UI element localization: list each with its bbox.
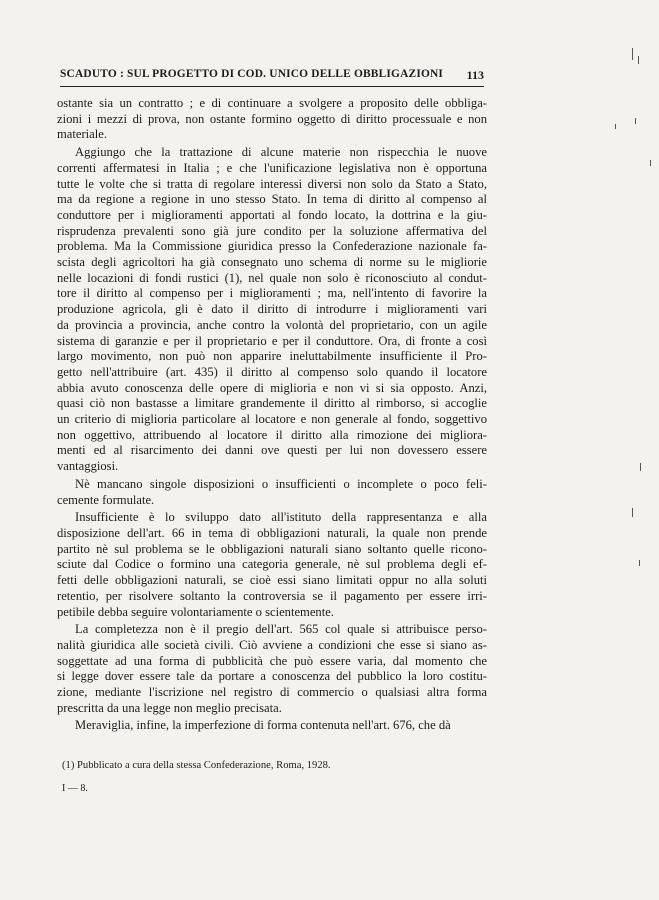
text-line: quasi ciò non bastasse a limitare grandemente il diritto al rimborso, si accoglie bbox=[57, 396, 487, 411]
text-line: partito nè sul problema se le obbligazioni naturali siano soltanto quelle ricono- bbox=[57, 541, 487, 556]
text-line: petibile debba seguire volontariamente o scientemente. bbox=[57, 604, 334, 619]
footnote: (1) Pubblicato a cura della stessa Confederazione, Roma, 1928. bbox=[62, 760, 331, 771]
text-line: da provincia a provincia, anche contro la volontà del proprietario, con un agile bbox=[57, 317, 487, 332]
text-line: tutte le volte che si tratta di regolare interessi diversi non solo da Stato a Stato, bbox=[57, 176, 487, 191]
running-title: SCADUTO : SUL PROGETTO DI COD. UNICO DELLE OBBLIGAZIONI bbox=[60, 68, 444, 80]
paragraph bbox=[57, 622, 487, 716]
text-line: soggettate ad una forma di pubblicità che può essere varia, dal momento che bbox=[57, 653, 487, 668]
text-line: ostante sia un contratto ; e di continuare a svolgere a proposito delle obbliga- bbox=[57, 96, 487, 110]
text-line: Nè mancano singole disposizioni o insufficienti o incomplete o poco feli- bbox=[75, 476, 487, 491]
body-text bbox=[57, 96, 487, 736]
printer-signature: I — 8. bbox=[62, 783, 88, 794]
text-line: fetti delle obbligazioni naturali, se cioè essi siano limitati oppur no alla soluti bbox=[57, 573, 487, 588]
text-line: getto nell'attribuire (art. 435) il diritto al compenso solo quando il locatore bbox=[57, 364, 487, 379]
text-line: disposizione dell'art. 66 in tema di obbligazioni naturali, la quale non prende bbox=[57, 525, 487, 540]
text-line: sistema di garanzie e per il proprietario e per il conduttore. Ora, di fronte a così bbox=[57, 333, 487, 348]
paragraph bbox=[57, 145, 487, 475]
text-line: un criterio di miglioria particolare al locatore e non generale al fondo, soggettivo bbox=[57, 412, 487, 427]
text-line: scista degli agricoltori ha già consegnato uno schema di norme su le migliorie bbox=[57, 255, 487, 270]
text-line: nelle locazioni di fondi rustici (1), nel quale non solo è riconosciuto al condut- bbox=[57, 270, 487, 285]
text-line: risprudenza prevalenti sono già jure condito per la soluzione affermativa del bbox=[57, 223, 487, 238]
text-line: si legge dover essere tale da portare a conoscenza del pubblico la loro costitu- bbox=[57, 669, 487, 684]
text-line: problema. Ma la Commissione giuridica presso la Confederazione nazionale fa- bbox=[57, 239, 487, 254]
text-line: abbia avuto conoscenza delle opere di miglioria e non vi si sia opposto. Anzi, bbox=[57, 380, 487, 395]
text-line: produzione agricola, gli è dato il diritto di introdurre i miglioramenti vari bbox=[57, 302, 487, 317]
text-line: Insufficiente è lo sviluppo dato all'istituto della rappresentanza e alla bbox=[75, 510, 487, 525]
text-line: sciute dal Codice o formino una categoria generale, nè sul problema degli ef- bbox=[57, 557, 487, 572]
text-line: vantaggiosi. bbox=[57, 459, 119, 474]
text-line: Meraviglia, infine, la imperfezione di forma contenuta nell'art. 676, che dà bbox=[75, 718, 451, 733]
page-number: 113 bbox=[466, 68, 484, 82]
text-line: retentio, per risolvere soltanto la controversia se il pagamento per essere irri- bbox=[57, 588, 487, 603]
text-line: largo movimento, non può non apparire ineluttabilmente insufficiente il Pro- bbox=[57, 349, 487, 364]
paragraph bbox=[57, 510, 487, 620]
text-line: tore il diritto al compenso per i miglioramenti ; ma, nell'intento di favorire la bbox=[57, 286, 487, 301]
text-line: prescritta da una legge non meglio precisata. bbox=[57, 700, 282, 715]
text-line: nalità giuridica alle società civili. Ciò avviene a condizioni che esse si siano as- bbox=[57, 637, 487, 652]
text-line: materiale. bbox=[57, 127, 107, 142]
text-line: zione, mediante l'iscrizione nel registro di commercio o qualsiasi altra forma bbox=[57, 685, 487, 700]
running-header bbox=[60, 64, 484, 87]
text-line: correnti affermatesi in Italia ; e che l'unificazione legislativa non è opportuna bbox=[57, 160, 487, 175]
text-line: ma da regione a regione in uno stesso Stato. In tema di diritto al compenso al bbox=[57, 192, 487, 207]
paragraph bbox=[57, 96, 487, 143]
text-line: Aggiungo che la trattazione di alcune materie non rispecchia le nuove bbox=[75, 145, 487, 160]
paragraph bbox=[57, 718, 487, 734]
text-line: menti ed al risarcimento dei danni ove questi per lui non dovessero essere bbox=[57, 443, 487, 458]
paragraph bbox=[57, 477, 487, 508]
text-line: conduttore per i miglioramenti apportati al fondo locato, la dottrina e la giu- bbox=[57, 207, 487, 222]
text-line: zioni i mezzi di prova, non ostante formino oggetto di diritto processuale e non bbox=[57, 111, 487, 126]
text-line: La completezza non è il pregio dell'art. 565 col quale si attribuisce perso- bbox=[75, 622, 487, 637]
text-line: non oggettivo, attribuendo al locatore il diritto alla rimozione dei migliora- bbox=[57, 427, 487, 442]
text-line: cemente formulate. bbox=[57, 492, 155, 507]
